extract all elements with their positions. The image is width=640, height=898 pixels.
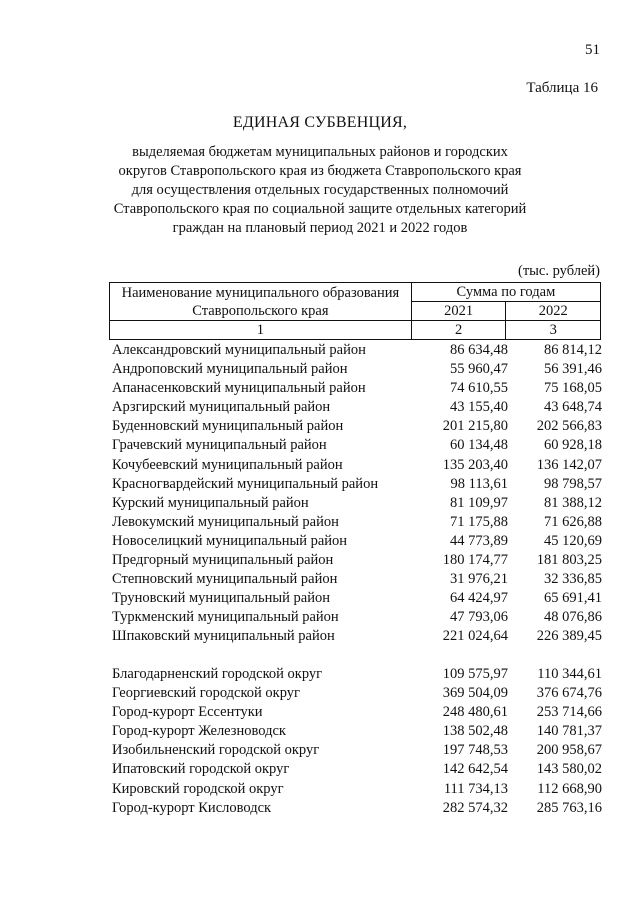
row-name: Андроповский муниципальный район: [112, 361, 348, 378]
header-col-number-1: 1: [110, 321, 412, 340]
row-value-2022: 86 814,12: [544, 342, 602, 358]
row-value-2021: 180 174,77: [442, 552, 508, 569]
row-name: Арзгирский муниципальный район: [112, 399, 331, 416]
header-sum-by-years: Сумма по годам: [411, 283, 600, 302]
header-name-column: Наименование муниципального образования Ставропольского края: [110, 283, 412, 321]
row-value-2021: 248 480,61: [442, 704, 508, 721]
row-name: Левокумский муниципальный район: [112, 513, 339, 530]
row-value-2022: 75 168,05: [544, 380, 602, 397]
table-row: [112, 590, 602, 609]
row-value-2021: 43 155,40: [450, 399, 508, 416]
header-year-2022: 2022: [506, 302, 601, 321]
row-value-2022: 136 142,07: [536, 456, 602, 473]
row-value-2022: 285 763,16: [536, 799, 602, 816]
row-name: Благодарненский городской округ: [112, 666, 323, 682]
row-name: Александровский муниципальный район: [112, 342, 366, 358]
row-value-2022: 253 714,66: [536, 704, 602, 721]
row-value-2022: 98 798,57: [544, 475, 602, 492]
row-name: Изобильненский городской округ: [112, 742, 320, 759]
row-name: Степновский муниципальный район: [112, 571, 338, 588]
row-value-2022: 48 076,86: [544, 609, 602, 626]
table-row: [112, 437, 602, 456]
table-row: [112, 781, 602, 800]
table-row: [112, 514, 602, 533]
row-value-2021: 138 502,48: [442, 723, 508, 740]
row-value-2022: 81 388,12: [544, 494, 602, 511]
document-title: ЕДИНАЯ СУБВЕНЦИЯ,: [232, 114, 408, 131]
row-value-2022: 110 344,61: [537, 666, 602, 682]
row-name: Туркменский муниципальный район: [112, 609, 339, 626]
row-value-2022: 65 691,41: [544, 590, 602, 607]
row-value-2021: 74 610,55: [450, 380, 508, 397]
table-row: [112, 685, 602, 704]
row-value-2021: 81 109,97: [450, 494, 508, 511]
row-value-2022: 43 648,74: [544, 399, 602, 416]
row-value-2022: 202 566,83: [536, 418, 602, 435]
row-name: Красногвардейский муниципальный район: [112, 475, 379, 492]
table-row: [112, 361, 602, 380]
row-value-2022: 56 391,46: [544, 361, 602, 378]
row-value-2022: 112 668,90: [537, 780, 602, 797]
row-value-2021: 86 634,48: [450, 342, 508, 358]
table-row: [112, 399, 602, 418]
row-value-2021: 31 976,21: [450, 571, 508, 588]
table-row: [112, 552, 602, 571]
row-value-2022: 45 120,69: [544, 532, 602, 549]
row-name: Труновский муниципальный район: [112, 590, 330, 607]
row-value-2021: 201 215,80: [442, 418, 508, 435]
table-row: [112, 495, 602, 514]
row-value-2021: 197 748,53: [442, 742, 508, 759]
row-value-2022: 60 928,18: [544, 437, 602, 454]
row-value-2021: 369 504,09: [442, 685, 508, 702]
row-name: Апанасенковский муниципальный район: [112, 380, 366, 397]
document-subtitle: выделяемая бюджетам муниципальных районов и городских округов Ставропольского края из бюджета Ставропольского края для осуществления отдельных государственных полномочий Ставропольского края по социальной защите отдельных категорий граждан на плановый период 2021 и 2022 годов: [113, 144, 527, 236]
districts-list: [112, 342, 602, 648]
row-value-2022: 143 580,02: [536, 761, 602, 778]
row-value-2021: 47 793,06: [450, 609, 508, 626]
units-label: (тыс. рублей): [518, 263, 600, 279]
table-row: [112, 571, 602, 590]
row-value-2022: 140 781,37: [536, 723, 602, 740]
row-value-2022: 200 958,67: [536, 742, 602, 759]
row-value-2022: 376 674,76: [536, 685, 602, 702]
row-value-2022: 181 803,25: [536, 552, 602, 569]
row-name: Предгорный муниципальный район: [112, 552, 334, 569]
table-row: [112, 476, 602, 495]
row-value-2021: 135 203,40: [442, 456, 508, 473]
table-row: [112, 457, 602, 476]
table-row: [112, 704, 602, 723]
table-row: [112, 800, 602, 819]
row-name: Грачевский муниципальный район: [112, 437, 327, 454]
row-value-2021: 98 113,61: [450, 475, 508, 492]
row-name: Шпаковский муниципальный район: [112, 628, 335, 645]
table-row: [112, 723, 602, 742]
table-row: [112, 418, 602, 437]
row-value-2022: 32 336,85: [544, 571, 602, 588]
okrugs-list: [112, 666, 602, 819]
row-name: Буденновский муниципальный район: [112, 418, 344, 435]
row-value-2021: 282 574,32: [442, 799, 508, 816]
row-value-2021: 60 134,48: [450, 437, 508, 454]
page-number: 51: [585, 42, 600, 58]
header-year-2021: 2021: [411, 302, 506, 321]
row-value-2021: 111 734,13: [443, 780, 508, 797]
row-name: Город-курорт Железноводск: [112, 723, 286, 740]
header-col-number-2: 2: [411, 321, 506, 340]
row-name: Кочубеевский муниципальный район: [112, 456, 343, 473]
row-value-2021: 64 424,97: [450, 590, 508, 607]
table-row: [112, 533, 602, 552]
header-col-number-3: 3: [506, 321, 601, 340]
row-name: Ипатовский городской округ: [112, 761, 290, 778]
row-value-2022: 71 626,88: [544, 513, 602, 530]
row-name: Георгиевский городской округ: [112, 685, 300, 702]
table-row: [112, 628, 602, 647]
row-value-2022: 226 389,45: [536, 628, 602, 645]
row-name: Курский муниципальный район: [112, 494, 309, 511]
table-row: [112, 380, 602, 399]
row-name: Кировский городской округ: [112, 780, 284, 797]
row-value-2021: 221 024,64: [442, 628, 508, 645]
row-name: Город-курорт Кисловодск: [112, 799, 272, 816]
row-name: Новоселицкий муниципальный район: [112, 532, 348, 549]
table-row: [112, 742, 602, 761]
row-value-2021: 71 175,88: [450, 513, 508, 530]
table-row: [112, 609, 602, 628]
table-row: [112, 666, 602, 685]
row-value-2021: 109 575,97: [442, 666, 508, 682]
table-row: [112, 342, 602, 361]
row-value-2021: 142 642,54: [442, 761, 508, 778]
table-header: [109, 282, 601, 340]
table-label: Таблица 16: [526, 80, 598, 96]
row-value-2021: 55 960,47: [450, 361, 508, 378]
row-name: Город-курорт Ессентуки: [112, 704, 263, 721]
row-value-2021: 44 773,89: [450, 532, 508, 549]
table-row: [112, 761, 602, 780]
